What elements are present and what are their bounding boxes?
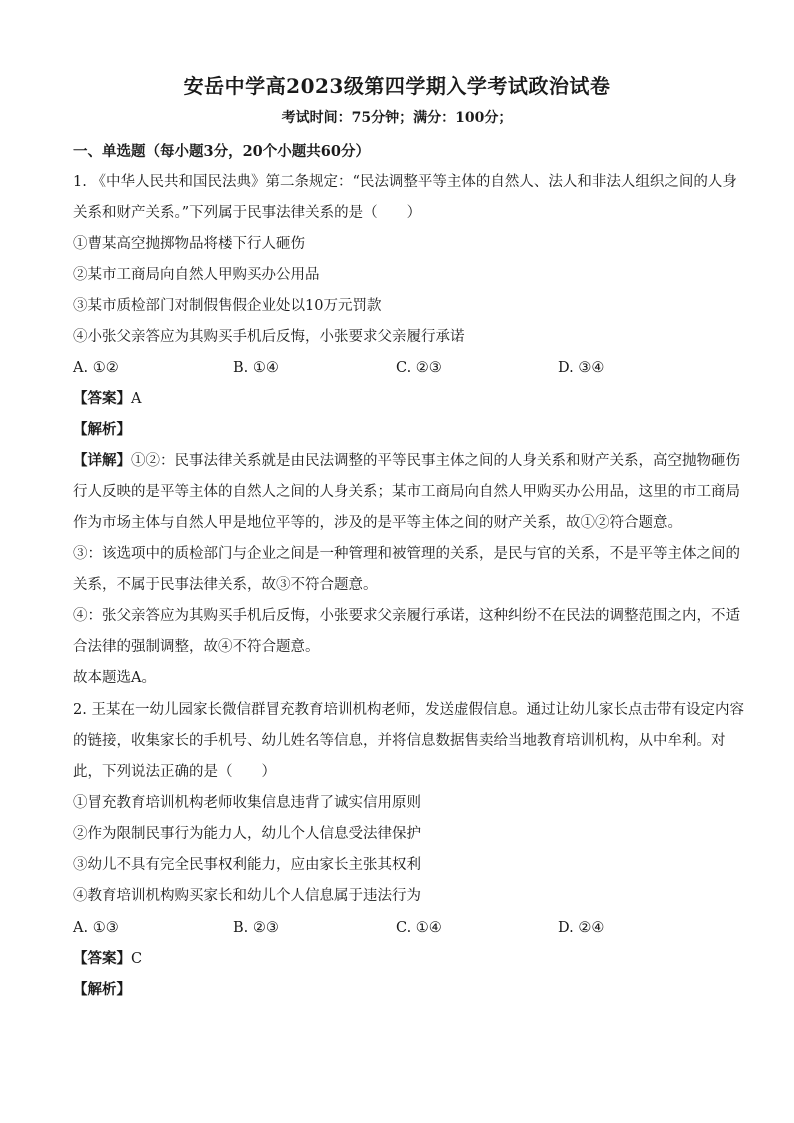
analysis-tag: 【解析】 <box>73 421 131 438</box>
answer-tag: 【答案】 <box>73 950 131 967</box>
q2-item-1: ①冒充教育培训机构老师收集信息违背了诚实信用原则 <box>73 795 421 811</box>
detail-text: ①②：民事法律关系就是由民法调整的平等民事主体之间的人身关系和财产关系，高空抛物砸伤 <box>131 453 740 469</box>
section-heading: 一、单选题（每小题3分，20个小题共60分） <box>73 143 370 160</box>
exam-info: 考试时间：75分钟；满分：100分； <box>281 110 513 126</box>
q1-detail-line-4: ③：该选项中的质检部门与企业之间是一种管理和被管理的关系，是民与官的关系，不是平等主体之间的 <box>73 546 740 562</box>
q1-item-3: ③某市质检部门对制假售假企业处以10万元罚款 <box>73 298 382 314</box>
q2-option-a: A. ①③ <box>73 920 119 936</box>
q2-item-3: ③幼儿不具有完全民事权利能力，应由家长主张其权利 <box>73 857 421 873</box>
q1-detail-line-8: 故本题选A。 <box>73 670 156 686</box>
answer-value: A <box>131 391 142 407</box>
q2-option-c: C. ①④ <box>396 920 442 936</box>
q1-item-2: ②某市工商局向自然人甲购买办公用品 <box>73 267 320 283</box>
q2-item-2: ②作为限制民事行为能力人，幼儿个人信息受法律保护 <box>73 826 421 842</box>
q1-answer <box>73 389 721 409</box>
q1-stem-line-2: 关系和财产关系。”下列属于民事法律关系的是（ ） <box>73 205 422 221</box>
q2-option-b: B. ②③ <box>233 920 279 936</box>
q2-analysis-tag <box>73 980 721 1000</box>
q1-analysis-tag <box>73 420 721 440</box>
q2-option-d: D. ②④ <box>558 920 605 936</box>
q1-option-c: C. ②③ <box>396 360 442 376</box>
page-title: 安岳中学高2023级第四学期入学考试政治试卷 <box>183 74 611 98</box>
detail-tag: 【详解】 <box>73 452 131 469</box>
q2-stem-line-2: 的链接，收集家长的手机号、幼儿姓名等信息，并将信息数据售卖给当地教育培训机构，从中牟利。对 <box>73 733 726 749</box>
q1-detail-line-7: 合法律的强制调整，故④不符合题意。 <box>73 639 320 655</box>
answer-value: C <box>131 951 143 967</box>
q1-detail-line-6: ④：张父亲答应为其购买手机后反悔，小张要求父亲履行承诺，这种纠纷不在民法的调整范围之内，不适 <box>73 608 740 624</box>
q1-detail-line-2: 行人反映的是平等主体的自然人之间的人身关系；某市工商局向自然人甲购买办公用品，这里的市工商局 <box>73 484 740 500</box>
q1-detail-line-1 <box>73 451 740 471</box>
answer-tag: 【答案】 <box>73 390 131 407</box>
q1-stem-line-1: 1. 《中华人民共和国民法典》第二条规定：“民法调整平等主体的自然人、法人和非法人组织之间的人身 <box>73 174 737 190</box>
q1-detail-line-3: 作为市场主体与自然人甲是地位平等的，涉及的是平等主体之间的财产关系，故①②符合题意。 <box>73 515 682 531</box>
q1-detail-line-5: 关系，不属于民事法律关系，故③不符合题意。 <box>73 577 378 593</box>
q1-option-b: B. ①④ <box>233 360 279 376</box>
q2-item-4: ④教育培训机构购买家长和幼儿个人信息属于违法行为 <box>73 888 421 904</box>
q1-option-d: D. ③④ <box>558 360 605 376</box>
q2-answer <box>73 949 721 969</box>
q1-item-4: ④小张父亲答应为其购买手机后反悔，小张要求父亲履行承诺 <box>73 329 465 345</box>
analysis-tag: 【解析】 <box>73 981 131 998</box>
q2-stem-line-1: 2. 王某在一幼儿园家长微信群冒充教育培训机构老师，发送虚假信息。通过让幼儿家长点击带有设定内容 <box>73 702 744 718</box>
q1-item-1: ①曹某高空抛掷物品将楼下行人砸伤 <box>73 236 305 252</box>
q1-option-a: A. ①② <box>73 360 119 376</box>
q2-stem-line-3: 此，下列说法正确的是（ ） <box>73 764 276 780</box>
